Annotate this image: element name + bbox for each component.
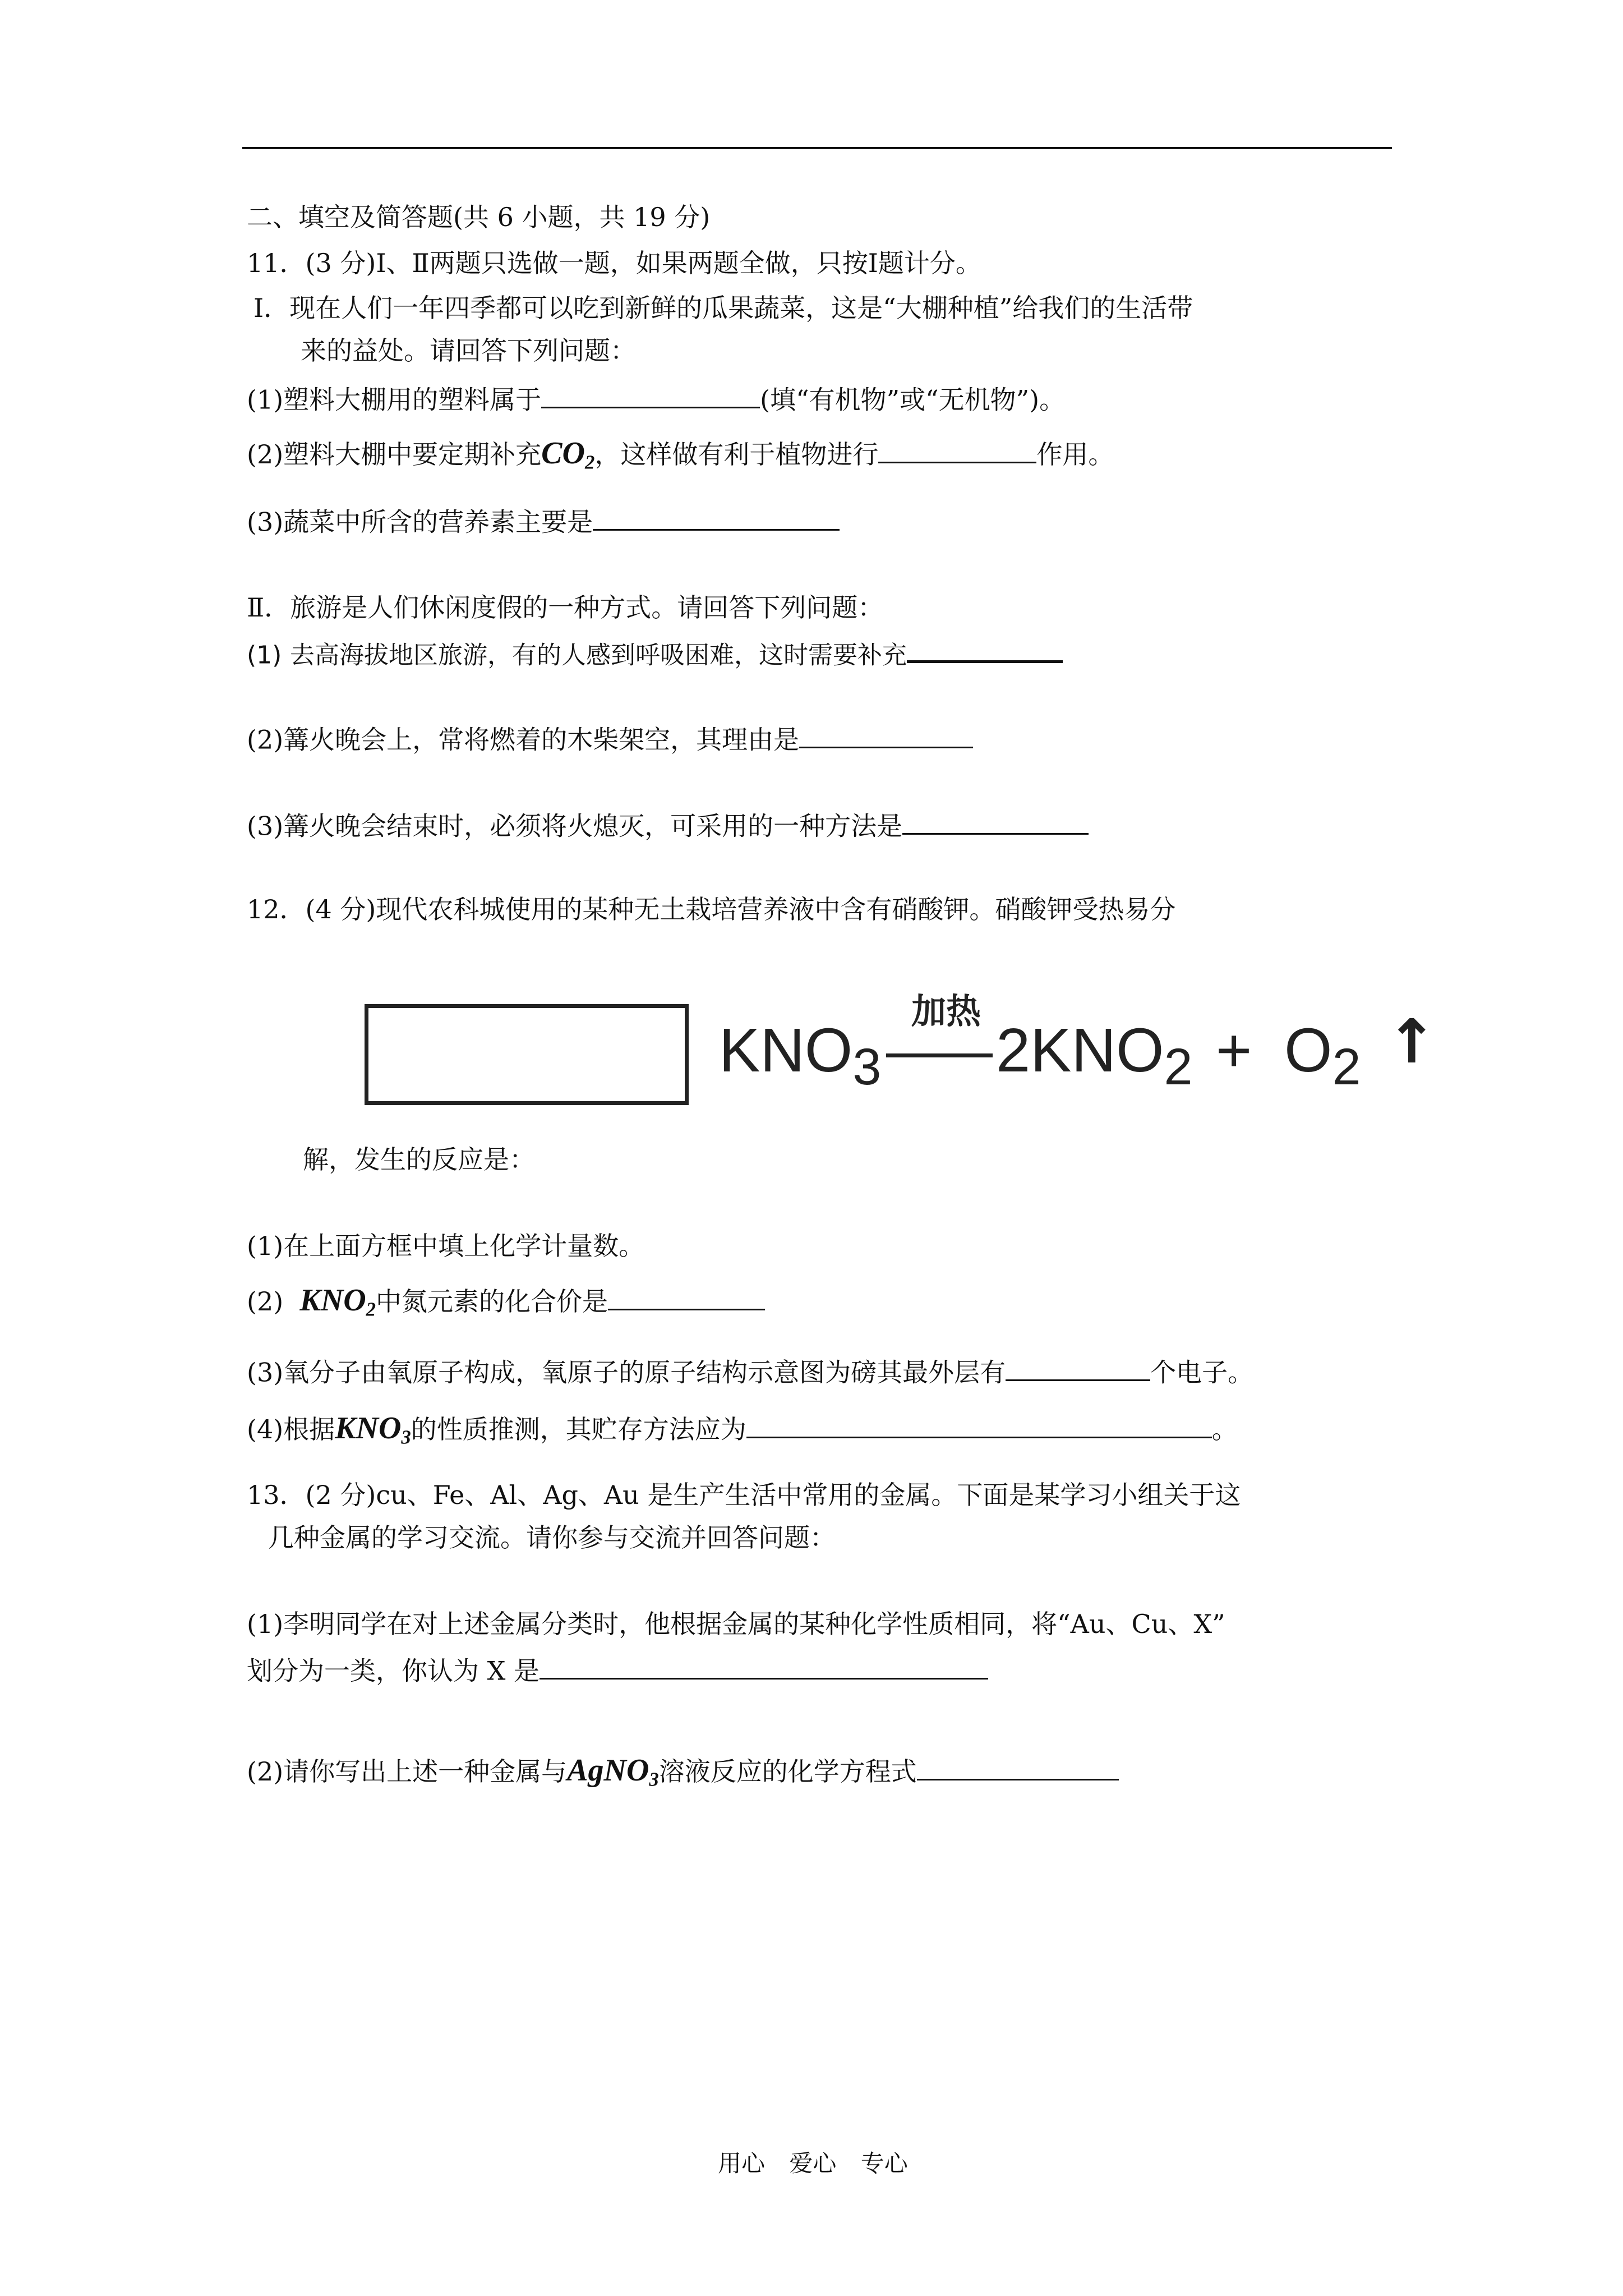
q11-p1-q1 xyxy=(247,384,1066,415)
q11-p1-q2 xyxy=(247,438,1114,472)
q12-cont: 解，发生的反应是： xyxy=(303,1144,535,1175)
q12-q2-text: 中氮元素的化合价是 xyxy=(376,1286,608,1317)
answer-blank-p2-q2[interactable] xyxy=(799,724,973,748)
answer-blank-p1-q2[interactable] xyxy=(878,439,1036,463)
page-footer: 用心 爱心 专心 xyxy=(718,2150,908,2177)
answer-blank-q12-2[interactable] xyxy=(608,1286,765,1310)
q11-p1-q3-text: (3)蔬菜中所含的营养素主要是 xyxy=(247,507,593,537)
q12-header: 12．(4 分)现代农科城使用的某种无土栽培营养液中含有硝酸钾。硝酸钾受热易分 xyxy=(247,894,1176,924)
heating-condition: 加热 xyxy=(911,991,981,1032)
q11-p1-q1-text: (1)塑料大棚用的塑料属于 xyxy=(247,384,542,415)
q13-q1-line2 xyxy=(247,1655,988,1686)
kno3-formula: $KNO_3$ xyxy=(335,1411,411,1448)
q11-part1-line1: Ⅰ．现在人们一年四季都可以吃到新鲜的瓜果蔬菜，这是“大棚种植”给我们的生活带 xyxy=(253,293,1193,323)
answer-blank-q13-2[interactable] xyxy=(917,1756,1119,1780)
section-title: 二、填空及简答题(共 6 小题，共 19 分) xyxy=(247,202,711,232)
plus-sign: + xyxy=(1216,1016,1252,1085)
q12-q4 xyxy=(247,1412,1238,1447)
answer-blank-p2-q3[interactable] xyxy=(902,810,1089,835)
q11-p1-q1-hint: (填“有机物”或“无机物”)。 xyxy=(760,384,1066,415)
q11-p2-q3-text: (3)篝火晚会结束时，必须将火熄灭，可采用的一种方法是 xyxy=(247,811,903,841)
q12-q3-text2: 个电子。 xyxy=(1150,1357,1254,1388)
q13-q1-line1: (1)李明同学在对上述金属分类时，他根据金属的某种化学性质相同，将“Au、Cu、X” xyxy=(247,1609,1225,1639)
gas-arrow-icon: ↑ xyxy=(1386,1007,1437,1077)
q11-p1-q2-text2: ，这样做有利于植物进行 xyxy=(594,439,879,470)
q11-p1-q3 xyxy=(247,506,840,535)
q13-q1-text: 划分为一类，你认为 X 是 xyxy=(247,1655,540,1686)
coefficient-box[interactable] xyxy=(365,1004,689,1105)
answer-blank-q12-4[interactable] xyxy=(746,1414,1212,1438)
reaction-bar xyxy=(886,1053,993,1057)
q11-p1-q2-text3: 作用。 xyxy=(1036,439,1114,470)
answer-blank-q13-1[interactable] xyxy=(540,1655,988,1680)
q12-q2 xyxy=(247,1285,765,1319)
q11-p2-q1-text: 去高海拔地区旅游，有的人感到呼吸困难，这时需要补充 xyxy=(289,641,907,670)
product-kno2: $2KNO_2$ xyxy=(996,1016,1193,1096)
q12-q2-num: (2) xyxy=(247,1286,284,1317)
reactant-kno3: $KNO_3$ xyxy=(719,1016,882,1096)
agno3-formula: AgNO$_3$ xyxy=(567,1753,659,1791)
q13-q2-text2: 溶液反应的化学方程式 xyxy=(658,1756,917,1787)
q11-p2-q3 xyxy=(247,810,1089,839)
answer-blank-p1-q3[interactable] xyxy=(593,506,840,531)
q13-q2-text: (2)请你写出上述一种金属与 xyxy=(247,1756,568,1787)
q13-q2 xyxy=(247,1755,1119,1789)
product-o2: $O_2$ xyxy=(1284,1016,1361,1096)
reaction-equation xyxy=(359,954,1436,1133)
q13-header2: 几种金属的学习交流。请你参与交流并回答问题： xyxy=(268,1522,836,1553)
q12-q1: (1)在上面方框中填上化学计量数。 xyxy=(247,1231,645,1261)
q12-q3 xyxy=(247,1356,1254,1388)
q12-q4-end: 。 xyxy=(1211,1414,1238,1444)
kno2-formula: $KNO_2$ xyxy=(299,1283,376,1320)
q11-p2-q2-text: (2)篝火晚会上，常将燃着的木柴架空，其理由是 xyxy=(247,724,800,755)
q11-p2-q1 xyxy=(247,637,1063,668)
answer-blank-q12-3[interactable] xyxy=(1006,1356,1150,1381)
q11-header: 11．(3 分)Ⅰ、Ⅱ两题只选做一题，如果两题全做，只按Ⅰ题计分。 xyxy=(247,248,981,278)
answer-blank-p2-q1[interactable] xyxy=(907,637,1063,663)
q11-p2-q2 xyxy=(247,724,973,755)
header-rule xyxy=(242,147,1392,149)
co2-formula: $CO_2$ xyxy=(541,436,595,473)
q12-q3-text: (3)氧分子由氧原子构成，氧原子的原子结构示意图为磅其最外层有 xyxy=(247,1357,1006,1388)
q11-p1-q2-text: (2)塑料大棚中要定期补充 xyxy=(247,439,542,470)
q11-part1-line2: 来的益处。请回答下列问题： xyxy=(301,335,636,366)
q12-q4-text2: 的性质推测，其贮存方法应为 xyxy=(411,1414,746,1444)
q11-p2-q1-num: (1) xyxy=(247,641,282,670)
q11-part2: Ⅱ．旅游是人们休闲度假的一种方式。请回答下列问题： xyxy=(247,592,884,623)
q13-header1: 13．(2 分)cu、Fe、Al、Ag、Au 是生产生活中常用的金属。下面是某学习小组关于这 xyxy=(247,1480,1241,1510)
q12-q4-text: (4)根据 xyxy=(247,1414,335,1444)
answer-blank-p1-q1[interactable] xyxy=(541,384,760,408)
